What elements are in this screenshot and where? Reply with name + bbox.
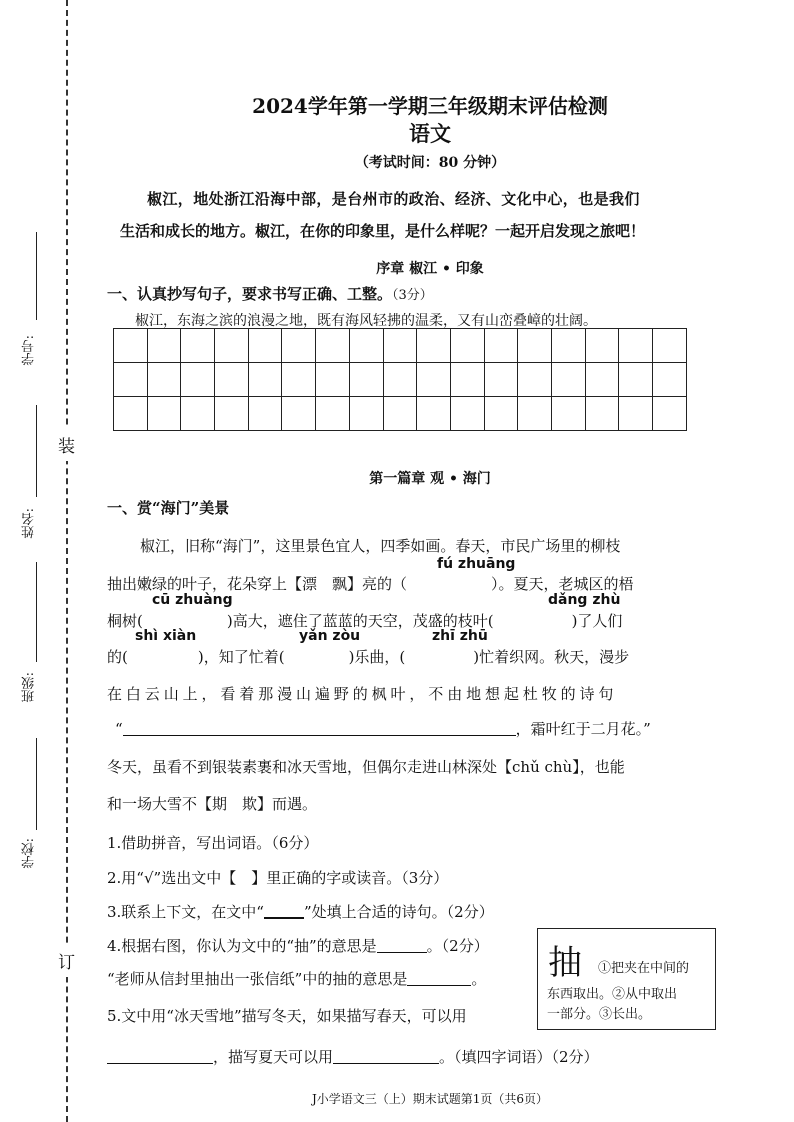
school-line: [36, 738, 37, 830]
prologue-heading: 序章 椒江 • 印象: [376, 261, 484, 277]
pinyin-shi-xian: shì xiàn: [135, 628, 197, 644]
subject-title: 语文: [409, 121, 451, 146]
grid-row: [114, 397, 687, 431]
q5-summer-blank[interactable]: [333, 1049, 439, 1064]
question-1: 1.借助拼音，写出词语。（6分）: [107, 834, 319, 852]
dict-char: 抽: [548, 943, 582, 983]
page-footer: J小学语文三（上）期末试题第1页（共6页）: [311, 1092, 549, 1106]
passage-line-6: “ ，霜叶红于二月花。”: [115, 720, 651, 738]
dict-def-2: 东西取出。②从中取出: [547, 987, 678, 1002]
exam-time: （考试时间：80 分钟）: [354, 155, 506, 171]
student-no-line: [36, 232, 37, 320]
class-label: 班级:: [22, 672, 37, 703]
copy-sentence: 椒江，东海之滨的浪漫之地，既有海风轻拂的温柔，又有山峦叠嶂的壮阔。: [135, 313, 597, 329]
chapter1-question-title: 一、赏“海门”美景: [107, 499, 230, 517]
student-no-label: 学号:: [22, 335, 37, 366]
blank-poem-line[interactable]: [123, 721, 516, 736]
pinyin-fu-zhuang: fú zhuāng: [437, 556, 516, 572]
name-label: 姓名:: [22, 508, 37, 539]
dictionary-box: [537, 928, 716, 1030]
dict-def-3: 一部分。③长出。: [547, 1007, 652, 1022]
question-2: 2.用“√”选出文中【 】里正确的字或读音。（3分）: [107, 869, 449, 887]
pinyin-yan-zou: yǎn zòu: [299, 628, 361, 644]
passage-line-4: 的( )，知了忙着( )乐曲，( )忙着织网。秋天，漫步: [107, 648, 630, 666]
passage-line-7: 冬天，虽看不到银装素裹和冰天雪地，但偶尔走进山林深处【chǔ chù】，也能: [107, 758, 625, 776]
q4-answer-blank[interactable]: [377, 938, 427, 953]
passage-line-8: 和一场大雪不【期 欺】而遇。: [107, 795, 318, 813]
q3-blank-marker: [264, 903, 304, 919]
prologue-question-title: 一、认真抄写句子，要求书写正确、工整。: [107, 285, 393, 303]
passage-line-2: 抽出嫩绿的叶子，花朵穿上【漂 飘】亮的（ ）。夏天，老城区的梧: [107, 575, 634, 593]
bind-mark-bottom: 订: [58, 944, 75, 977]
pinyin-dang-zhu: dǎng zhù: [548, 592, 621, 608]
pinyin-zhi-zhu: zhī zhū: [432, 628, 488, 644]
passage-line-3: 桐树( )高大，遮住了蓝蓝的天空，茂盛的枝叶( )了人们: [107, 612, 623, 630]
question-5: 5.文中用“冰天雪地”描写冬天，如果描写春天，可以用: [107, 1007, 467, 1025]
question-5-answer: ，描写夏天可以用 。（填四字词语）（2分）: [107, 1046, 599, 1067]
class-line: [36, 562, 37, 662]
question-4: 4.根据右图，你认为文中的“抽”的意思是 。（2分）: [107, 937, 489, 955]
passage-line-5: 在白云山上，看着那漫山遍野的枫叶，不由地想起杜牧的诗句: [107, 685, 618, 703]
bind-mark-top: 装: [58, 428, 75, 461]
question-3: 3.联系上下文，在文中“ ”处填上合适的诗句。（2分）: [107, 903, 494, 921]
q4-sub-answer-blank[interactable]: [407, 971, 471, 986]
name-line: [36, 405, 37, 497]
passage-line-1: 椒江，旧称“海门”，这里景色宜人，四季如画。春天，市民广场里的柳枝: [140, 537, 621, 555]
prologue-question: [107, 283, 433, 304]
dict-def-1: ①把夹在中间的: [598, 961, 690, 976]
school-label: 学校:: [22, 838, 37, 869]
intro-line-2: 生活和成长的地方。椒江，在你的印象里，是什么样呢？一起开启发现之旅吧！: [120, 222, 646, 240]
q5-spring-blank[interactable]: [107, 1049, 213, 1064]
question-4-sub: “老师从信封里抽出一张信纸”中的抽的意思是 。: [107, 970, 487, 988]
prologue-question-score: （3分）: [392, 288, 433, 303]
grid-row: [114, 363, 687, 397]
exam-title: 2024学年第一学期三年级期末评估检测: [252, 94, 608, 118]
intro-line-1: 椒江，地处浙江沿海中部，是台州市的政治、经济、文化中心，也是我们: [147, 190, 640, 208]
grid-row: [114, 329, 687, 363]
writing-grid[interactable]: [113, 328, 687, 431]
pinyin-cu-zhuang: cū zhuàng: [152, 592, 233, 608]
chapter1-heading: 第一篇章 观 • 海门: [369, 471, 491, 487]
